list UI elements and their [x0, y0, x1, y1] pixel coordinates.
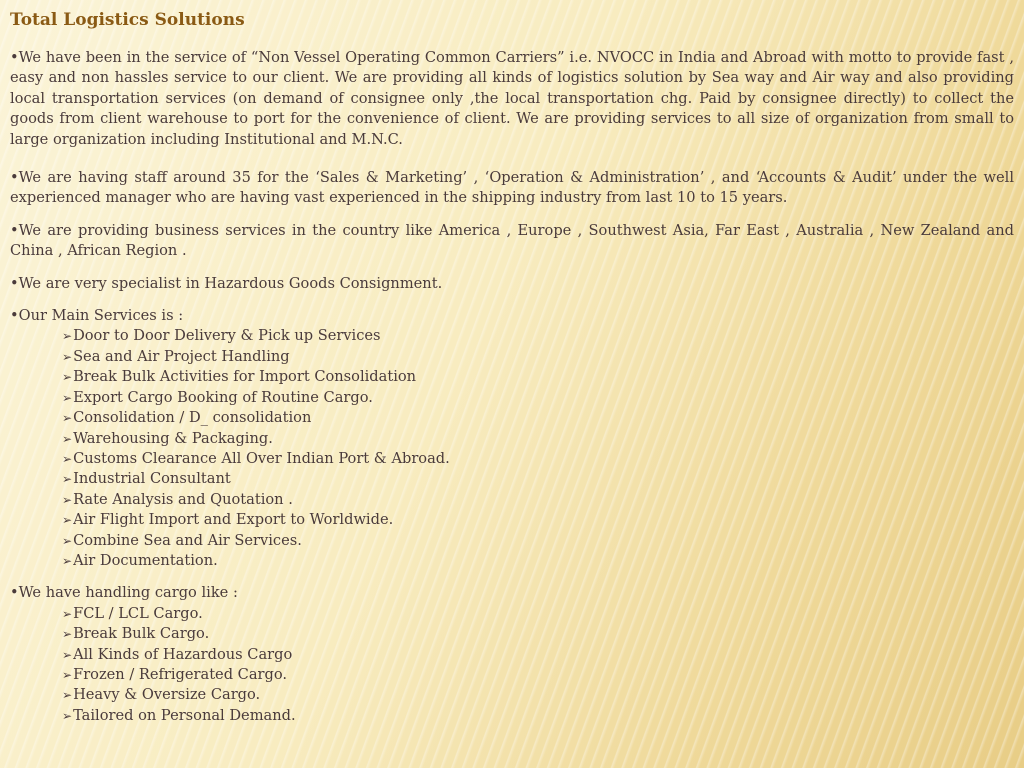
list-item: ➢Sea and Air Project Handling	[62, 347, 290, 365]
list-item: ➢Frozen / Refrigerated Cargo.	[62, 665, 288, 683]
arrow-bullet-icon: ➢	[62, 390, 73, 405]
slide	[10, 8, 1014, 738]
arrow-bullet-icon: ➢	[62, 472, 73, 487]
slide-title: Total Logistics Solutions	[10, 10, 245, 30]
list-item: ➢All Kinds of Hazardous Cargo	[62, 645, 293, 663]
services-list	[10, 326, 1014, 571]
arrow-bullet-icon: ➢	[62, 513, 73, 528]
arrow-bullet-icon: ➢	[62, 533, 73, 548]
list-item: ➢Air Documentation.	[62, 551, 218, 569]
list-item: ➢Break Bulk Activities for Import Consolidation	[62, 368, 417, 386]
list-item: ➢Break Bulk Cargo.	[62, 625, 210, 643]
list-item: ➢Customs Clearance All Over Indian Port & Abroad.	[62, 449, 450, 467]
services-heading: •Our Main Services is :	[10, 307, 184, 325]
list-item: ➢Warehousing & Packaging.	[62, 429, 273, 447]
regions-paragraph: •We are providing business services in the country like America , Europe , Southwest Asia, Far East , Australia , New Zealand and China , African Region .	[10, 221, 1014, 260]
cargo-heading: •We have handling cargo like :	[10, 584, 238, 602]
arrow-bullet-icon: ➢	[62, 667, 73, 682]
arrow-bullet-icon: ➢	[62, 411, 73, 426]
staff-paragraph: •We are having staff around 35 for the ‘Sales & Marketing’ , ‘Operation & Administration’ , and ‘Accounts & Audit’ under the well experienced manager who are having vast experienced in the shipping industry from last 10 to 15 years.	[10, 169, 1014, 207]
list-item: ➢Combine Sea and Air Services.	[62, 531, 302, 549]
hazardous-paragraph: •We are very specialist in Hazardous Goods Consignment.	[10, 274, 443, 292]
list-item: ➢Export Cargo Booking of Routine Cargo.	[62, 388, 373, 406]
arrow-bullet-icon: ➢	[62, 553, 73, 568]
arrow-bullet-icon: ➢	[62, 329, 73, 344]
arrow-bullet-icon: ➢	[62, 349, 73, 364]
list-item: ➢Industrial Consultant	[62, 470, 231, 488]
arrow-bullet-icon: ➢	[62, 370, 73, 385]
cargo-list	[10, 604, 1014, 726]
arrow-bullet-icon: ➢	[62, 492, 73, 507]
arrow-bullet-icon: ➢	[62, 606, 73, 621]
arrow-bullet-icon: ➢	[62, 647, 73, 662]
arrow-bullet-icon: ➢	[62, 627, 73, 642]
arrow-bullet-icon: ➢	[62, 708, 73, 723]
arrow-bullet-icon: ➢	[62, 451, 73, 466]
arrow-bullet-icon: ➢	[62, 688, 73, 703]
list-item: ➢Heavy & Oversize Cargo.	[62, 686, 261, 704]
list-item: ➢Consolidation / D_ consolidation	[62, 409, 312, 427]
list-item: ➢FCL / LCL Cargo.	[62, 604, 203, 622]
arrow-bullet-icon: ➢	[62, 431, 73, 446]
list-item: ➢Tailored on Personal Demand.	[62, 706, 296, 724]
list-item: ➢Door to Door Delivery & Pick up Services	[62, 327, 381, 345]
list-item: ➢Air Flight Import and Export to Worldwide.	[62, 511, 394, 529]
list-item: ➢Rate Analysis and Quotation .	[62, 490, 293, 508]
intro-paragraph: •We have been in the service of “Non Vessel Operating Common Carriers” i.e. NVOCC in India and Abroad with motto to provide fast , easy and non hassles service to our client. We are providing all kinds of logistics solution by Sea way and Air way and also providing local transportation services (on demand of consignee only ,the local transportation chg. Paid by consignee directly) to collect the goods from client warehouse to port for the convenience of client. We are providing services to all size of organization from small to large organization including Institutional and M.N.C.	[10, 49, 1014, 148]
